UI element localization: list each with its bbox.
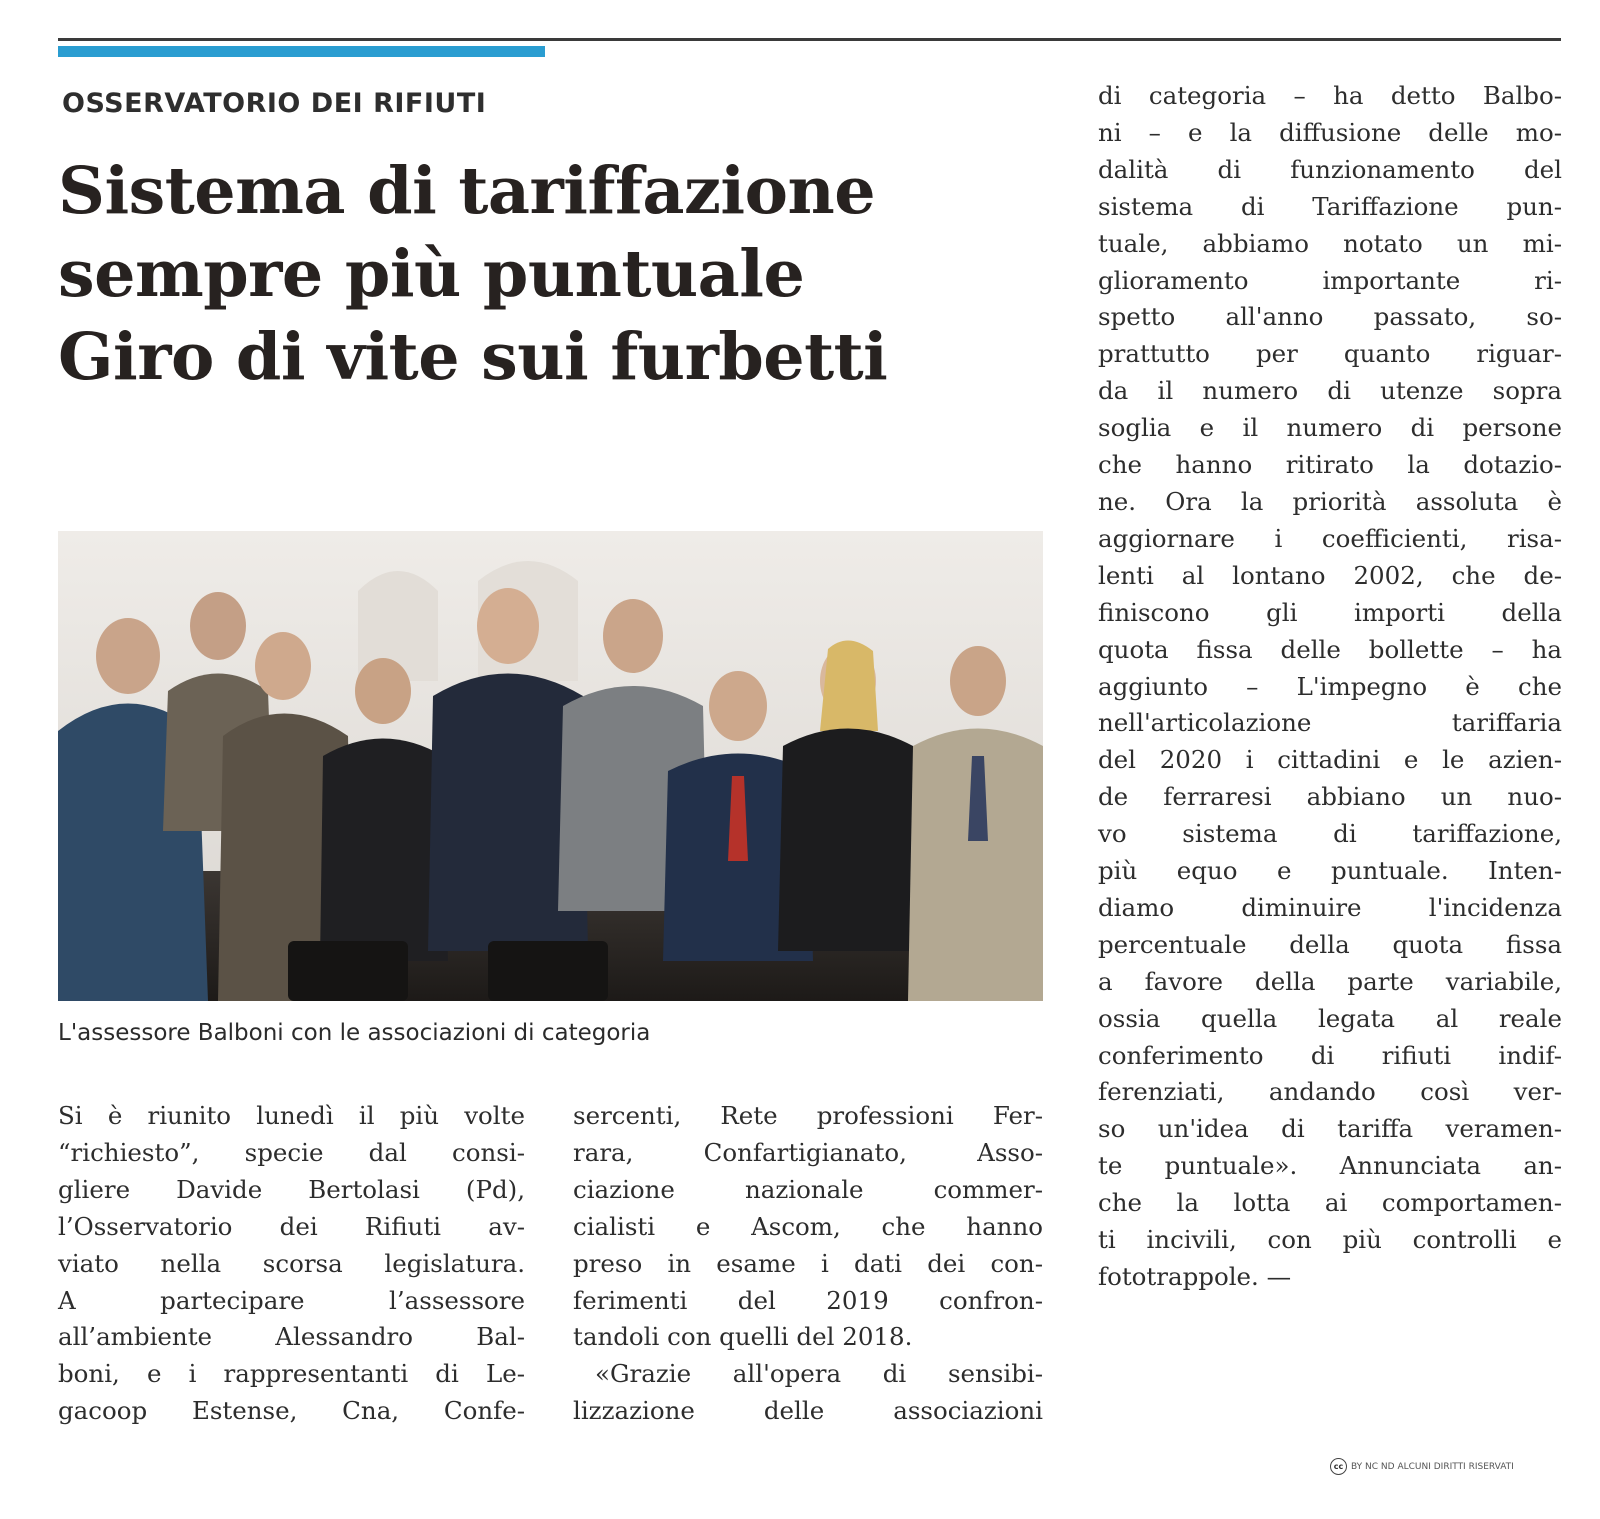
body-line: glioramento importante ri- [1098,265,1562,295]
body-line: diamo diminuire l'incidenza [1098,892,1562,922]
top-rule [58,38,1561,41]
body-line: finiscono gli importi della [1098,597,1562,627]
body-line: sistema di Tariffazione pun- [1098,191,1562,221]
body-column-left [58,1098,525,1430]
body-line: dalità di funzionamento del [1098,154,1562,184]
headline-line: sempre più puntuale [58,236,805,312]
section-kicker: OSSERVATORIO DEI RIFIUTI [62,88,487,119]
body-line: all’ambiente Alessandro Bal- [58,1322,525,1352]
body-line: soglia e il numero di persone [1098,413,1562,443]
body-line: a favore della parte variabile, [1098,966,1562,996]
body-line: che hanno ritirato la dotazio- [1098,450,1562,480]
body-line: l’Osservatorio dei Rifiuti av- [58,1211,525,1241]
copyright-text: BY NC ND ALCUNI DIRITTI RISERVATI [1351,1461,1514,1472]
body-line: ciazione nazionale commer- [573,1174,1043,1204]
body-line: te puntuale». Annunciata an- [1098,1151,1562,1181]
body-line: A partecipare l’assessore [58,1285,525,1315]
body-line: “richiesto”, specie dal consi- [58,1137,525,1167]
body-line: gliere Davide Bertolasi (Pd), [58,1174,525,1204]
body-line: conferimento di rifiuti indif- [1098,1040,1562,1070]
body-line: ne. Ora la priorità assoluta è [1098,486,1562,516]
body-line: tuale, abbiamo notato un mi- [1098,228,1562,258]
body-line: che la lotta ai comportamen- [1098,1188,1562,1218]
body-line: aggiunto – L'impegno è che [1098,671,1562,701]
headline-line: Giro di vite sui furbetti [58,319,888,395]
body-line: ossia quella legata al reale [1098,1003,1562,1033]
creative-commons-icon: cc [1330,1458,1347,1475]
body-line: de ferraresi abbiano un nuo- [1098,782,1562,812]
body-line: ni – e la diffusione delle mo- [1098,117,1562,147]
body-line: rara, Confartigianato, Asso- [573,1137,1043,1167]
body-column-middle [573,1098,1043,1430]
body-line: nell'articolazione tariffaria [1098,708,1562,738]
body-line: lizzazione delle associazioni [573,1396,1043,1426]
body-line: preso in esame i dati dei con- [573,1248,1043,1278]
body-line: da il numero di utenze sopra [1098,376,1562,406]
body-line: «Grazie all'opera di sensibi- [595,1359,1043,1389]
body-line: percentuale della quota fissa [1098,929,1562,959]
group-photo-illustration [58,531,1043,1001]
body-line: boni, e i rappresentanti di Le- [58,1359,525,1389]
body-line: vo sistema di tariffazione, [1098,819,1562,849]
body-line: tandoli con quelli del 2018. [573,1322,913,1352]
headline-line: Sistema di tariffazione [58,153,876,229]
body-line: so un'idea di tariffa veramen- [1098,1114,1562,1144]
section-accent-bar [58,46,545,57]
body-line: quota fissa delle bollette – ha [1098,634,1562,664]
body-line: viato nella scorsa legislatura. [58,1248,525,1278]
body-line: di categoria – ha detto Balbo- [1098,81,1562,110]
body-line: lenti al lontano 2002, che de- [1098,560,1562,590]
body-line: del 2020 i cittadini e le azien- [1098,745,1562,775]
headline [58,150,1048,399]
body-line: gacoop Estense, Cna, Confe- [58,1396,525,1426]
body-line: cialisti e Ascom, che hanno [573,1211,1043,1241]
body-line: spetto all'anno passato, so- [1098,302,1562,332]
body-line: ti incivili, con più controlli e [1098,1225,1562,1255]
body-line: aggiornare i coefficienti, risa- [1098,523,1562,553]
photo-caption: L'assessore Balboni con le associazioni di categoria [58,1020,651,1046]
body-line: ferenziati, andando così ver- [1098,1077,1562,1107]
body-line: sercenti, Rete professioni Fer- [573,1101,1043,1130]
body-line: più equo e puntuale. Inten- [1098,856,1562,886]
group-photo [58,531,1043,1001]
body-column-right [1098,78,1562,1296]
body-line: ferimenti del 2019 confron- [573,1285,1043,1315]
body-line: fototrappole. — [1098,1262,1292,1291]
copyright-notice [1330,1458,1514,1475]
body-line: prattutto per quanto riguar- [1098,339,1562,369]
body-line: Si è riunito lunedì il più volte [58,1101,525,1130]
